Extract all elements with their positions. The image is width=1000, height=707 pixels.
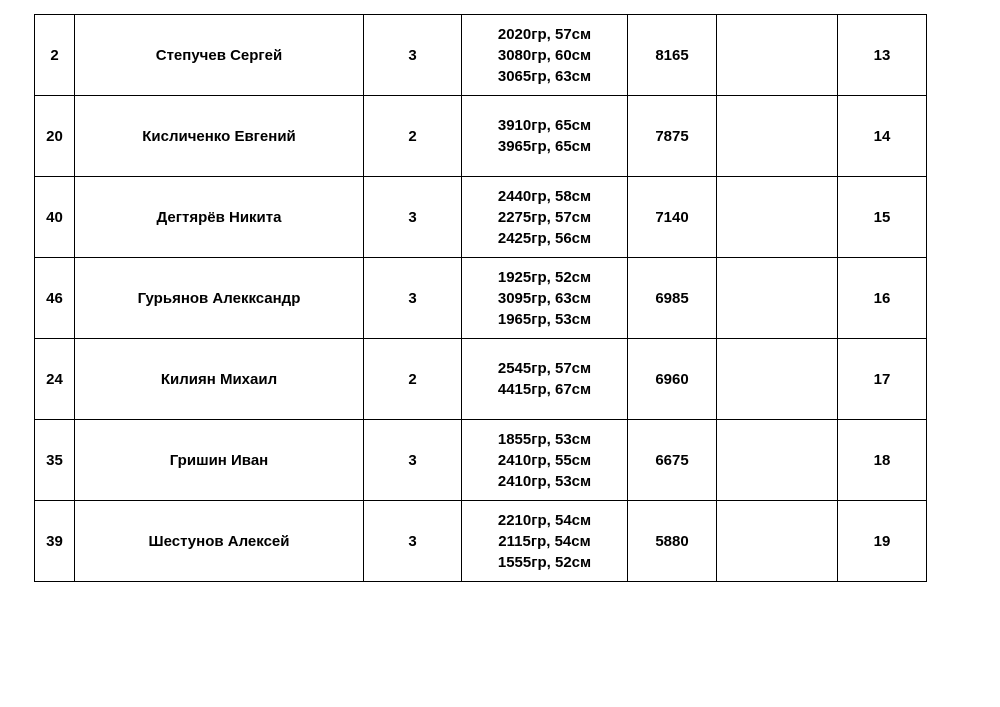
- extra-cell: [717, 15, 838, 96]
- participant-number-cell: 40: [35, 177, 75, 258]
- extra-cell: [717, 501, 838, 582]
- place-cell: 17: [838, 339, 927, 420]
- catches-cell: [462, 420, 628, 501]
- catch-entry: 2210гр, 54см: [497, 511, 592, 529]
- catch-entry: 2545гр, 57см: [497, 360, 592, 377]
- catch-entry: 2425гр, 56см: [497, 229, 592, 247]
- results-table: [34, 14, 927, 582]
- participant-name-cell: Степучев Сергей: [75, 15, 364, 96]
- catch-entry: 2440гр, 58см: [497, 187, 592, 205]
- catch-entry: 1555гр, 52см: [497, 553, 592, 571]
- catch-entry: 1925гр, 52см: [497, 268, 592, 286]
- catch-entry: 3065гр, 63см: [497, 67, 592, 85]
- participant-name-cell: Гурьянов Алекксандр: [75, 258, 364, 339]
- place-cell: 18: [838, 420, 927, 501]
- catch-entry: 3095гр, 63см: [497, 289, 592, 307]
- place-cell: 15: [838, 177, 927, 258]
- place-cell: 19: [838, 501, 927, 582]
- place-cell: 14: [838, 96, 927, 177]
- participant-name-cell: Шестунов Алексей: [75, 501, 364, 582]
- results-table-body: [35, 15, 927, 582]
- table-row: [35, 420, 927, 501]
- catch-count-cell: 2: [364, 339, 462, 420]
- table-row: [35, 501, 927, 582]
- catches-cell: [462, 96, 628, 177]
- catch-entry: 3910гр, 65см: [497, 117, 592, 134]
- extra-cell: [717, 96, 838, 177]
- table-row: [35, 96, 927, 177]
- catch-entry: 3965гр, 65см: [497, 138, 592, 155]
- extra-cell: [717, 420, 838, 501]
- catches-cell: [462, 15, 628, 96]
- table-row: [35, 258, 927, 339]
- catch-count-cell: 3: [364, 501, 462, 582]
- extra-cell: [717, 339, 838, 420]
- catches-cell: [462, 258, 628, 339]
- catch-entry: 2020гр, 57см: [497, 25, 592, 43]
- place-cell: 16: [838, 258, 927, 339]
- total-weight-cell: 6675: [628, 420, 717, 501]
- table-row: [35, 177, 927, 258]
- total-weight-cell: 6985: [628, 258, 717, 339]
- total-weight-cell: 7140: [628, 177, 717, 258]
- table-row: [35, 339, 927, 420]
- catch-entry: 1855гр, 53см: [497, 430, 592, 448]
- participant-number-cell: 2: [35, 15, 75, 96]
- catch-entry: 1965гр, 53см: [497, 310, 592, 328]
- total-weight-cell: 5880: [628, 501, 717, 582]
- participant-number-cell: 39: [35, 501, 75, 582]
- total-weight-cell: 7875: [628, 96, 717, 177]
- catch-entry: 2115гр, 54см: [498, 532, 591, 550]
- catch-entry: 2275гр, 57см: [497, 208, 592, 226]
- participant-name-cell: Килиян Михаил: [75, 339, 364, 420]
- catch-count-cell: 3: [364, 15, 462, 96]
- catch-count-cell: 3: [364, 258, 462, 339]
- participant-number-cell: 46: [35, 258, 75, 339]
- participant-name-cell: Дегтярёв Никита: [75, 177, 364, 258]
- catches-cell: [462, 339, 628, 420]
- participant-number-cell: 20: [35, 96, 75, 177]
- participant-name-cell: Гришин Иван: [75, 420, 364, 501]
- extra-cell: [717, 258, 838, 339]
- extra-cell: [717, 177, 838, 258]
- catch-entry: 2410гр, 53см: [497, 472, 592, 490]
- table-row: [35, 15, 927, 96]
- catch-count-cell: 3: [364, 177, 462, 258]
- catch-entry: 3080гр, 60см: [497, 46, 592, 64]
- participant-number-cell: 35: [35, 420, 75, 501]
- place-cell: 13: [838, 15, 927, 96]
- total-weight-cell: 6960: [628, 339, 717, 420]
- catches-cell: [462, 501, 628, 582]
- catch-count-cell: 2: [364, 96, 462, 177]
- participant-number-cell: 24: [35, 339, 75, 420]
- catches-cell: [462, 177, 628, 258]
- catch-count-cell: 3: [364, 420, 462, 501]
- catch-entry: 2410гр, 55см: [497, 451, 592, 469]
- participant-name-cell: Кисличенко Евгений: [75, 96, 364, 177]
- total-weight-cell: 8165: [628, 15, 717, 96]
- catch-entry: 4415гр, 67см: [497, 381, 592, 398]
